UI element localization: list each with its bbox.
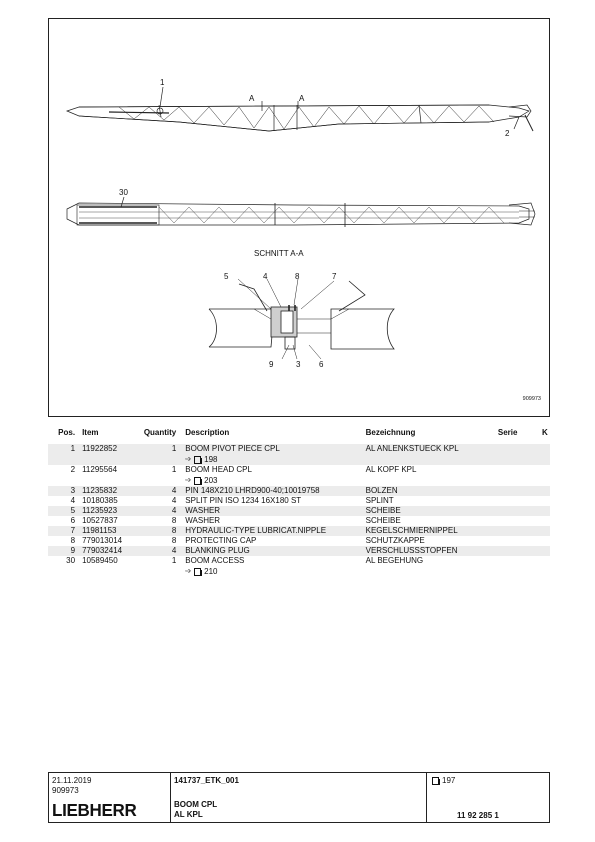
arrow-right-icon: ➩ xyxy=(185,568,192,575)
title-block xyxy=(48,772,550,823)
section-title: SCHNITT A-A xyxy=(254,249,304,258)
cell-pos: 3 xyxy=(48,486,82,496)
callout-a-left: A xyxy=(249,94,255,103)
page-icon xyxy=(432,777,439,785)
cell-description: BOOM PIVOT PIECE CPL xyxy=(185,444,365,454)
table-row-ref xyxy=(48,454,550,465)
cell-item: 11235832 xyxy=(82,486,138,496)
table-header-row xyxy=(48,428,550,444)
cell-pos: 6 xyxy=(70,516,76,525)
header-k: K xyxy=(541,428,548,437)
callout-5: 5 xyxy=(224,272,229,281)
cell-item: 11235923 xyxy=(82,506,138,516)
table-row xyxy=(48,516,550,526)
title-block-right xyxy=(427,773,549,822)
page-icon xyxy=(194,568,201,576)
table-row xyxy=(48,536,550,546)
cell-pos: 8 xyxy=(70,536,76,545)
drawing-frame xyxy=(48,18,550,417)
cell-item: 11922852 xyxy=(82,444,138,454)
page-reference-link[interactable] xyxy=(185,455,217,465)
callout-30: 30 xyxy=(119,188,128,197)
page-reference-link[interactable] xyxy=(185,567,217,577)
title-block-middle xyxy=(170,773,427,822)
footer-date: 21.11.2019 xyxy=(52,776,92,785)
cell-pos: 30 xyxy=(66,556,76,565)
callout-6: 6 xyxy=(319,360,324,369)
footer-code: 11 92 285 1 xyxy=(457,811,499,820)
page-reference: 198 xyxy=(204,455,218,464)
cell-pos: 2 xyxy=(70,465,76,474)
drawing-number: 909973 xyxy=(522,396,541,402)
cell-item: 779032414 xyxy=(82,546,138,556)
cell-bezeichnung: SPLINT xyxy=(365,496,394,505)
callout-9: 9 xyxy=(269,360,274,369)
arrow-right-icon: ➩ xyxy=(185,456,192,463)
cell-description: PIN 148X210 LHRD900-40;10019758 xyxy=(185,486,365,496)
cell-description: BOOM HEAD CPL xyxy=(185,465,252,474)
cell-quantity: 4 xyxy=(138,546,185,556)
boom-top-view xyxy=(67,197,535,227)
cell-item: 10527837 xyxy=(82,516,118,525)
footer-number: 909973 xyxy=(52,786,79,795)
cell-bezeichnung: BOLZEN xyxy=(366,486,498,496)
cell-description: BOOM ACCESS xyxy=(185,556,245,565)
cell-pos: 4 xyxy=(70,496,76,505)
page-icon xyxy=(194,456,201,464)
cell-bezeichnung: VERSCHLUSSSTOPFEN xyxy=(366,546,498,556)
cell-quantity: 4 xyxy=(171,496,177,505)
cell-bezeichnung: KEGELSCHMIERNIPPEL xyxy=(366,526,498,536)
header-serie: Serie xyxy=(497,428,518,437)
cell-quantity: 8 xyxy=(171,536,177,545)
cell-item: 10589450 xyxy=(82,556,118,565)
table-row xyxy=(48,506,550,516)
page-reference: 210 xyxy=(204,567,218,576)
technical-drawing xyxy=(49,19,551,418)
table-row-ref xyxy=(48,475,550,486)
page-reference-link[interactable] xyxy=(185,476,217,486)
cell-quantity: 4 xyxy=(138,506,185,516)
callout-4: 4 xyxy=(263,272,268,281)
header-pos: Pos. xyxy=(58,428,76,437)
callout-2: 2 xyxy=(505,129,510,138)
table-row xyxy=(48,526,550,536)
title-block-left xyxy=(49,773,171,822)
header-quantity: Quantity xyxy=(143,428,177,437)
cell-quantity: 1 xyxy=(171,556,177,565)
footer-doc-id: 141737_ETK_001 xyxy=(174,776,239,785)
table-row xyxy=(48,486,550,496)
table-row xyxy=(48,465,550,475)
section-detail xyxy=(209,279,394,359)
cell-quantity: 8 xyxy=(138,526,185,536)
cell-bezeichnung: SCHUTZKAPPE xyxy=(365,536,425,545)
cell-description: HYDRAULIC-TYPE LUBRICAT.NIPPLE xyxy=(185,526,365,536)
cell-quantity: 4 xyxy=(138,486,185,496)
cell-quantity: 8 xyxy=(171,516,177,525)
table-row-ref xyxy=(48,566,550,577)
table-row xyxy=(48,496,550,506)
header-bezeichnung: Bezeichnung xyxy=(365,428,416,437)
parts-table xyxy=(48,428,550,577)
cell-bezeichnung: AL ANLENKSTUECK KPL xyxy=(366,444,498,454)
arrow-right-icon: ➩ xyxy=(185,477,192,484)
cell-item: 11981153 xyxy=(82,526,138,536)
header-description: Description xyxy=(185,428,230,437)
cell-bezeichnung: SCHEIBE xyxy=(366,506,498,516)
cell-bezeichnung: AL BEGEHUNG xyxy=(365,556,424,565)
cell-quantity: 1 xyxy=(138,444,185,454)
cell-bezeichnung: AL KOPF KPL xyxy=(365,465,417,474)
table-row xyxy=(48,556,550,566)
callout-8: 8 xyxy=(295,272,300,281)
cell-pos: 7 xyxy=(48,526,82,536)
callout-a-right: A xyxy=(299,94,305,103)
table-row xyxy=(48,546,550,556)
header-item: Item xyxy=(82,428,99,437)
liebherr-logo: LIEBHERR xyxy=(52,800,137,821)
cell-pos: 9 xyxy=(48,546,82,556)
cell-item: 779013014 xyxy=(82,536,123,545)
footer-title-en: BOOM CPL xyxy=(174,800,218,809)
cell-pos: 1 xyxy=(48,444,82,454)
cell-description: BLANKING PLUG xyxy=(185,546,365,556)
callout-7: 7 xyxy=(332,272,337,281)
table-row xyxy=(48,444,550,454)
cell-item: 10180385 xyxy=(82,496,118,505)
cell-description: PROTECTING CAP xyxy=(185,536,257,545)
page-reference: 203 xyxy=(204,476,218,485)
footer-page-number: 197 xyxy=(442,776,456,785)
page-icon xyxy=(194,477,201,485)
cell-description: SPLIT PIN ISO 1234 16X180 ST xyxy=(185,496,302,505)
footer-title-de: AL KPL xyxy=(174,810,203,819)
cell-bezeichnung: SCHEIBE xyxy=(365,516,401,525)
cell-quantity: 1 xyxy=(171,465,177,474)
footer-page xyxy=(432,776,455,785)
callout-3: 3 xyxy=(296,360,301,369)
cell-item: 11295564 xyxy=(82,465,118,474)
callout-1: 1 xyxy=(160,78,165,87)
cell-pos: 5 xyxy=(48,506,82,516)
cell-description: WASHER xyxy=(185,516,221,525)
cell-description: WASHER xyxy=(185,506,365,516)
